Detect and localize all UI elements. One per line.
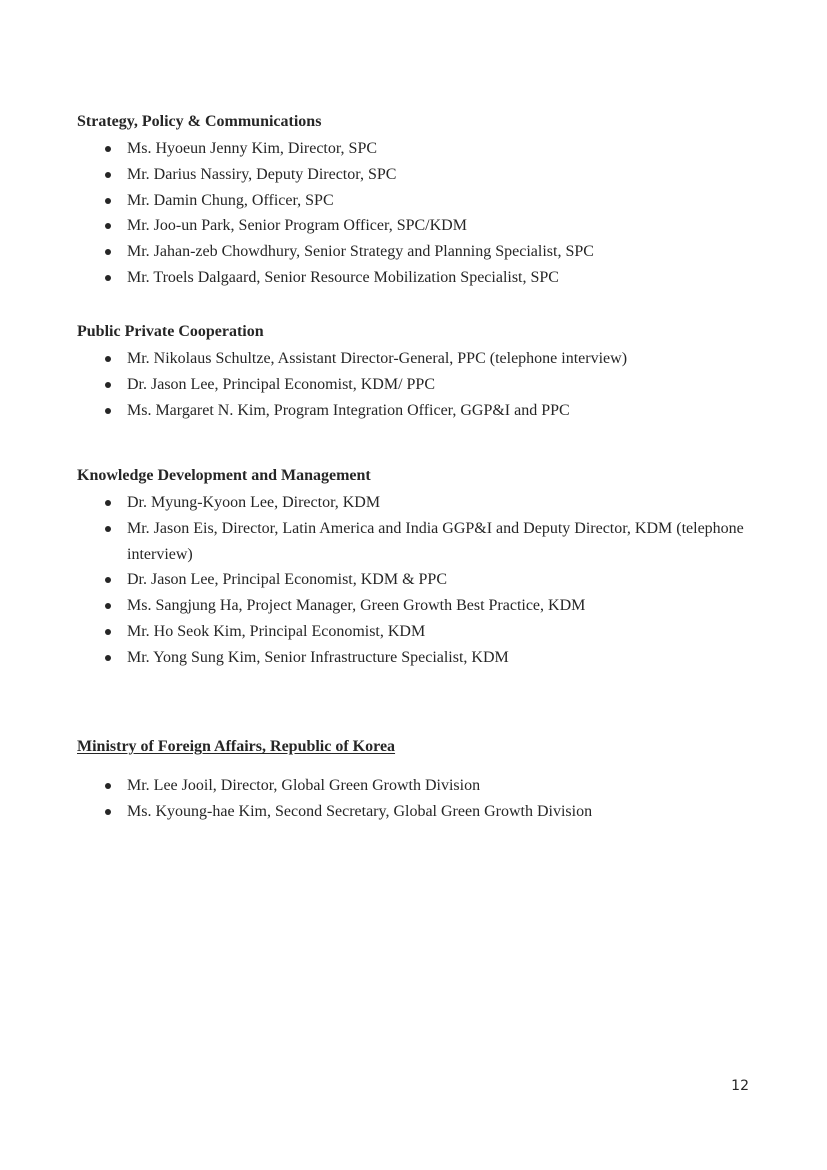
list-item: Dr. Myung-Kyoon Lee, Director, KDM	[77, 490, 757, 516]
person-list	[77, 490, 757, 671]
list-item: Mr. Jahan-zeb Chowdhury, Senior Strategy and Planning Specialist, SPC	[77, 239, 757, 265]
section-heading: Strategy, Policy & Communications	[77, 113, 322, 130]
list-item: Dr. Jason Lee, Principal Economist, KDM/ PPC	[77, 372, 757, 398]
section-knowledge-development-management	[77, 466, 757, 671]
person-list	[77, 773, 757, 825]
page-number: 12	[731, 1078, 749, 1094]
section-public-private-cooperation	[77, 322, 757, 423]
list-item: Mr. Yong Sung Kim, Senior Infrastructure Specialist, KDM	[77, 645, 757, 671]
list-item: Mr. Darius Nassiry, Deputy Director, SPC	[77, 162, 757, 188]
section-ministry-foreign-affairs	[77, 737, 757, 825]
list-item: Dr. Jason Lee, Principal Economist, KDM & PPC	[77, 567, 757, 593]
person-list	[77, 346, 757, 423]
list-item: Ms. Margaret N. Kim, Program Integration Officer, GGP&I and PPC	[77, 398, 757, 424]
list-item: Mr. Damin Chung, Officer, SPC	[77, 188, 757, 214]
list-item: Mr. Nikolaus Schultze, Assistant Director-General, PPC (telephone interview)	[77, 346, 757, 372]
list-item: Mr. Joo-un Park, Senior Program Officer, SPC/KDM	[77, 213, 757, 239]
list-item: Mr. Troels Dalgaard, Senior Resource Mobilization Specialist, SPC	[77, 265, 757, 291]
list-item: Ms. Sangjung Ha, Project Manager, Green Growth Best Practice, KDM	[77, 593, 757, 619]
list-item: Mr. Jason Eis, Director, Latin America and India GGP&I and Deputy Director, KDM (telephone interview)	[77, 516, 757, 568]
section-heading: Knowledge Development and Management	[77, 467, 371, 484]
list-item: Mr. Lee Jooil, Director, Global Green Growth Division	[77, 773, 757, 799]
person-list	[77, 136, 757, 291]
section-heading: Public Private Cooperation	[77, 323, 264, 340]
list-item: Ms. Kyoung-hae Kim, Second Secretary, Global Green Growth Division	[77, 799, 757, 825]
list-item: Mr. Ho Seok Kim, Principal Economist, KDM	[77, 619, 757, 645]
section-strategy-policy-communications	[77, 112, 757, 291]
section-heading: Ministry of Foreign Affairs, Republic of Korea	[77, 738, 396, 755]
list-item: Ms. Hyoeun Jenny Kim, Director, SPC	[77, 136, 757, 162]
